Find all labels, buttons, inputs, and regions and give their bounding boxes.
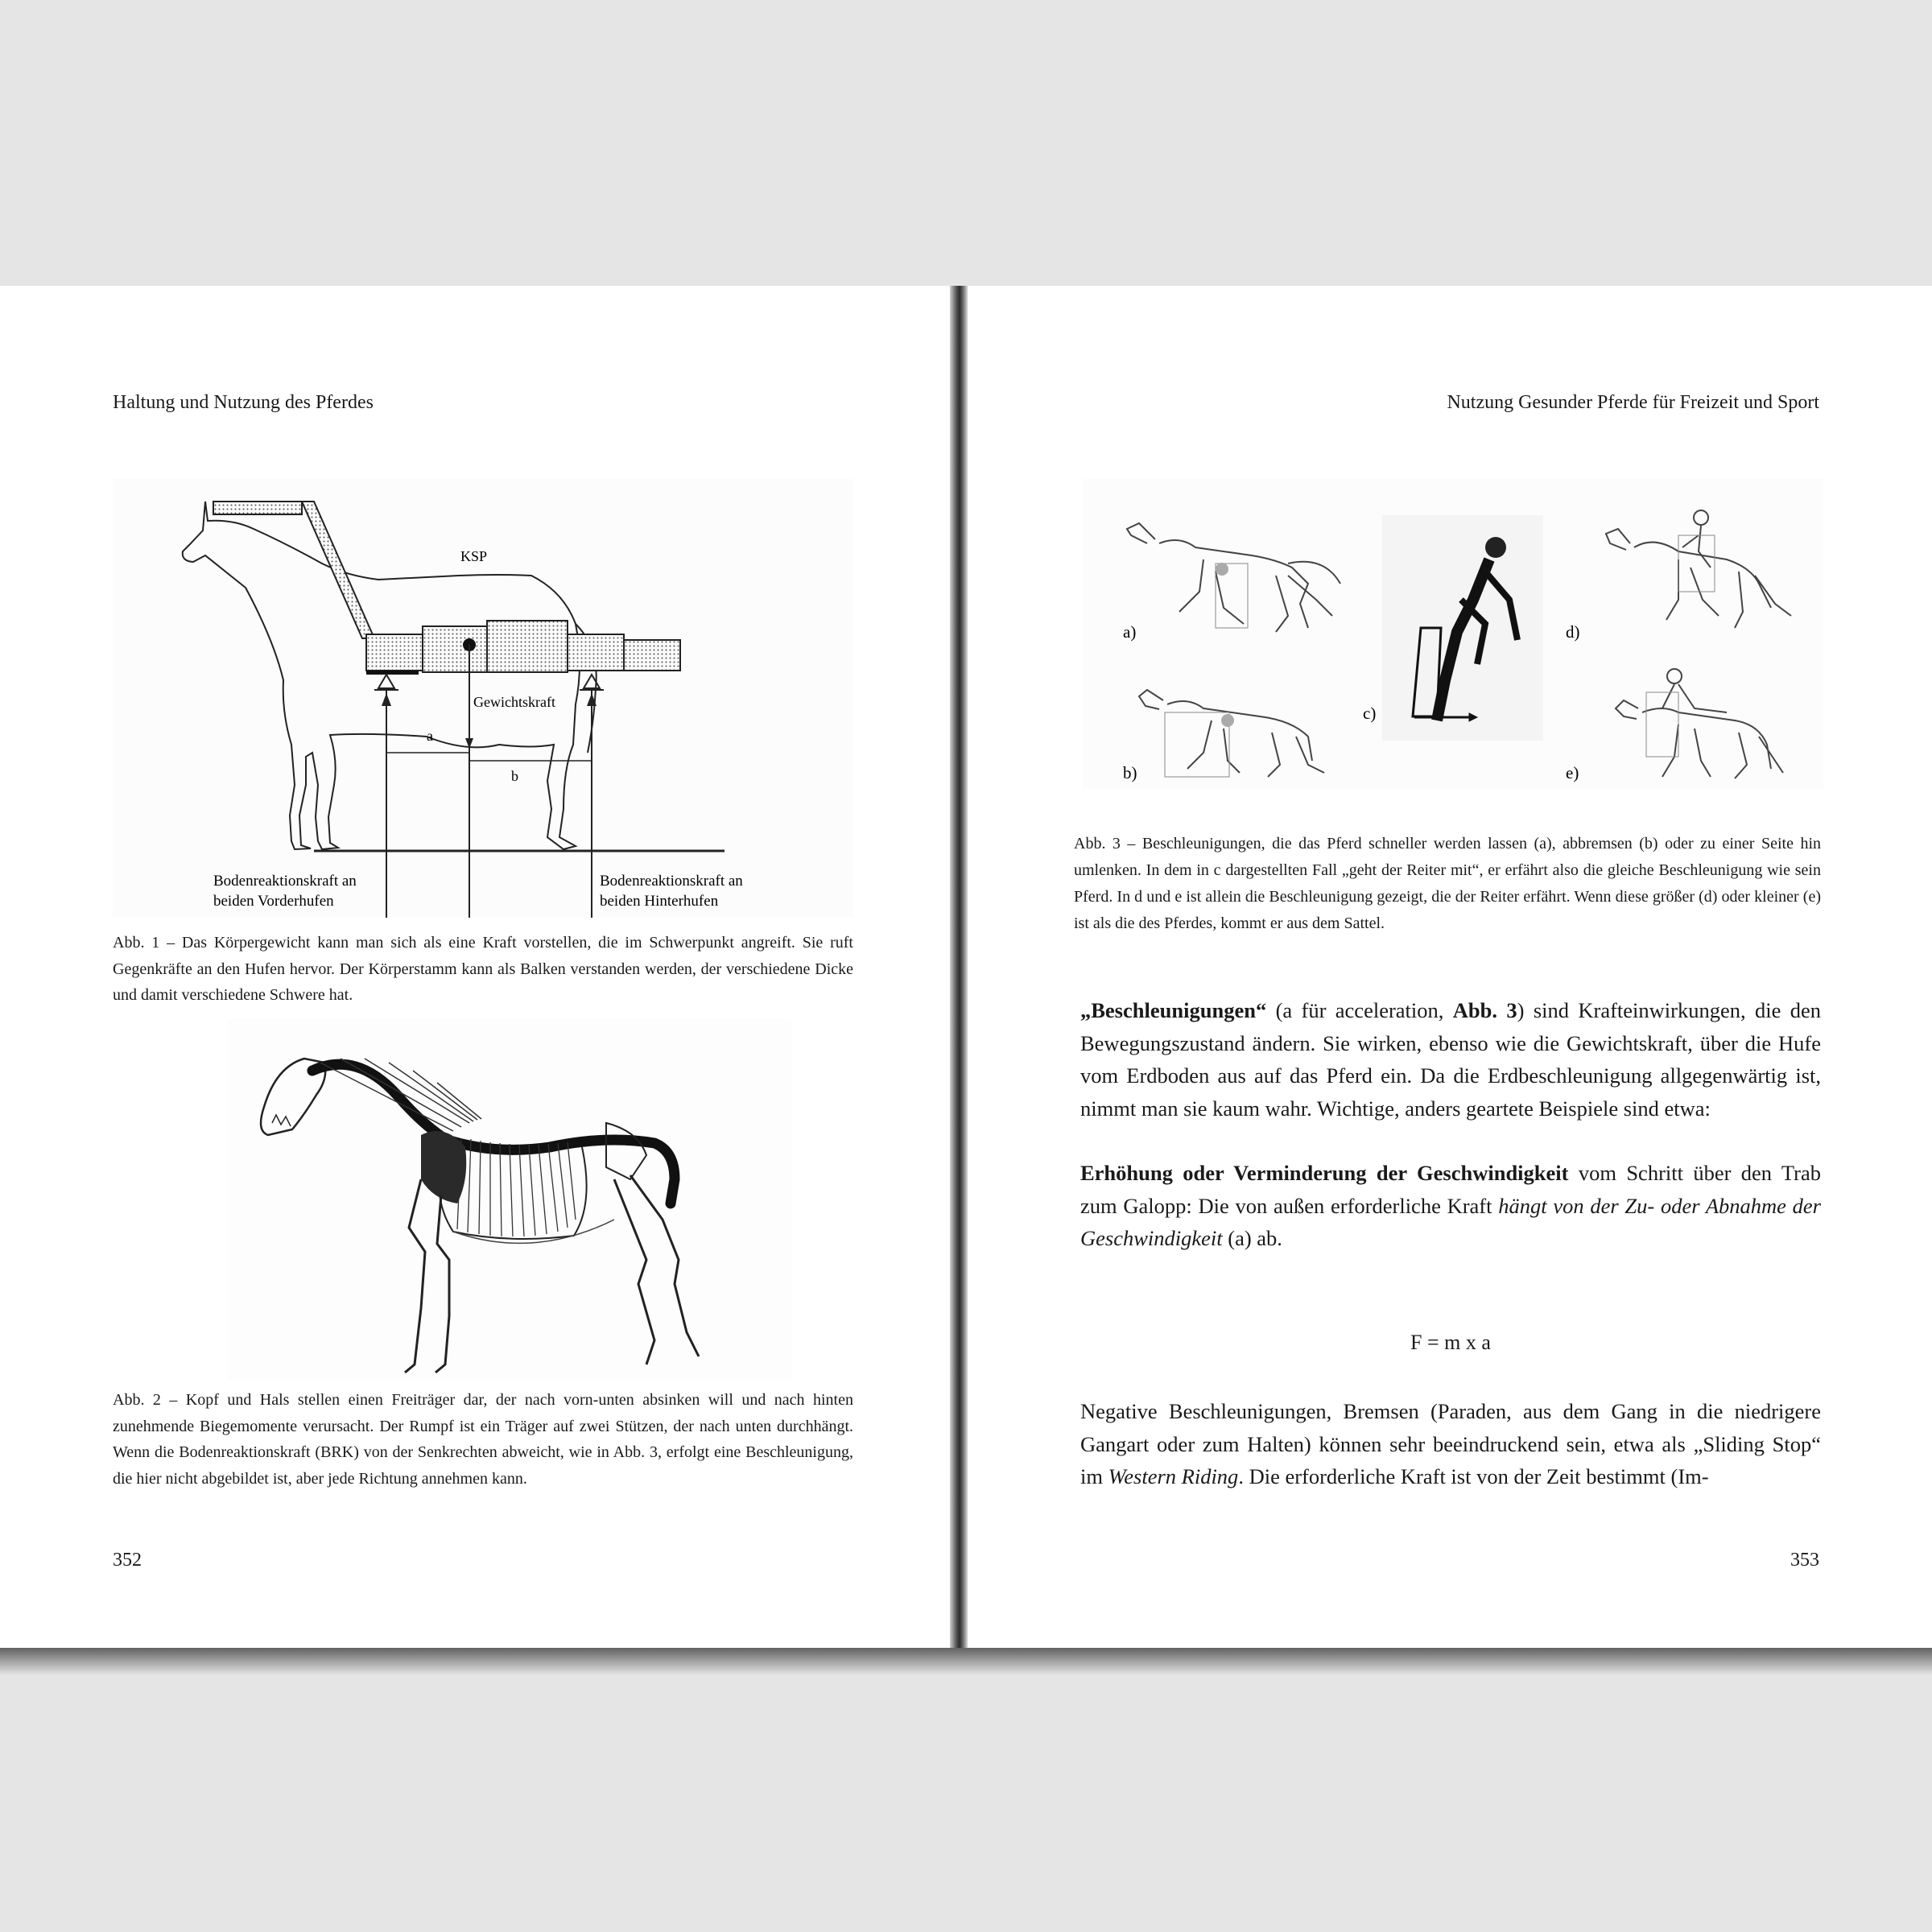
right-page xyxy=(968,286,1932,1648)
book-gutter xyxy=(950,286,968,1648)
left-page xyxy=(0,286,950,1648)
left-running-head: Haltung und Nutzung des Pferdes xyxy=(113,392,374,413)
front-force-label-1: Bodenreaktionskraft an xyxy=(213,873,357,890)
hind-force-label-1: Bodenreaktionskraft an xyxy=(600,873,743,890)
para1-text-a: (a für acceleration, xyxy=(1266,998,1453,1022)
figure-1-caption: Abb. 1 – Das Körpergewicht kann man sich als eine Kraft vorstellen, die im Schwerpunkt angreift. Sie ruft Gegenkräfte an den Hufen hervor. Der Körperstamm kann als Balken verstanden werden, der verschiedene Dicke und damit verschiedene Schwere hat. xyxy=(113,934,853,1004)
term-beschleunigungen: „Beschleunigungen“ xyxy=(1080,998,1267,1022)
para3-text-a: Negative Beschleunigungen, Bremsen (Paraden, aus dem Gang in die niedrigere Gangart oder zum Halten) können sehr beeindruckend sein, etwa als „Sliding Stop“ im xyxy=(1080,1399,1821,1488)
figure-2-caption: Abb. 2 – Kopf und Hals stellen einen Freiträger dar, der nach vorn-unten absinken will und nach hinten zunehmende Biegemomente verursacht. Der Rumpf ist ein Träger auf zwei Stützen, der nach unten durchhängt. Wenn die Bodenreaktionskraft (BRK) von der Senkrechten abweicht, wie in Abb. 3, erfolgt eine Beschleunigung, die hier nicht abgebildet ist, aber jede Richtung annehmen kann. xyxy=(113,1391,853,1488)
gewichtskraft-label: Gewichtskraft xyxy=(473,694,555,710)
body-text-continued xyxy=(1080,1395,1821,1493)
paragraph-geschwindigkeit xyxy=(1080,1157,1821,1255)
term-western-riding: Western Riding xyxy=(1108,1464,1239,1488)
right-running-head: Nutzung Gesunder Pferde für Freizeit und Sport xyxy=(1447,392,1819,413)
dimension-b-label: b xyxy=(511,768,518,784)
panel-label-c: c) xyxy=(1363,704,1377,723)
figure-2-skeleton xyxy=(228,1018,791,1381)
hind-force-label-2: beiden Hinterhufen xyxy=(600,893,719,910)
term-geschwindigkeit: Erhöhung oder Verminderung der Geschwindigkeit xyxy=(1080,1161,1569,1185)
para1-text-b: ) sind Krafteinwirkungen, die den Bewegungszustand ändern. Sie wirken, ebenso wie die Gewichtskraft, über die Hufe vom Erdboden aus auf das Pferd ein. Da die Erdbeschleunigung allgegenwärtig ist, nimmt man sie kaum wahr. Wichtige, anders geartete Beispiele sind etwa: xyxy=(1080,998,1821,1121)
front-force-label-2: beiden Vorderhufen xyxy=(213,893,334,910)
left-folio: 352 xyxy=(113,1550,142,1571)
body-text xyxy=(1080,994,1821,1255)
para2-text-a: vom Schritt über den Trab zum Galopp: Die von außen erforderliche Kraft xyxy=(1080,1161,1821,1218)
panel-label-e: e) xyxy=(1566,763,1579,782)
panel-label-b: b) xyxy=(1123,763,1137,782)
ksp-label: KSP xyxy=(460,548,488,564)
para3-text-b: . Die erforderliche Kraft ist von der Zeit bestimmt (Im- xyxy=(1238,1464,1709,1488)
figure-1-force-diagram xyxy=(113,479,853,918)
ref-abb-3: Abb. 3 xyxy=(1452,998,1517,1022)
para2-italic: hängt von der Zu- oder Abnahme der Geschwindigkeit xyxy=(1080,1193,1821,1250)
formula: F = m x a xyxy=(1410,1331,1491,1354)
para2-text-b: (a) ab. xyxy=(1222,1226,1282,1250)
figure-3-accelerations xyxy=(1083,479,1823,789)
panel-label-d: d) xyxy=(1566,622,1580,642)
panel-label-a: a) xyxy=(1123,622,1137,642)
right-folio: 353 xyxy=(1790,1550,1819,1571)
figure-3-caption: Abb. 3 – Beschleunigungen, die das Pferd schneller werden lassen (a), abbremsen (b) oder zu einer Seite hin umlenken. In dem in c dargestellten Fall „geht der Reiter mit“, er erfährt also die gleiche Beschleunigung wie sein Pferd. In d und e ist allein die Beschleunigung gezeigt, die der Reiter erfährt. Wenn diese größer (d) oder kleiner (e) ist als die des Pferdes, kommt er aus dem Sattel. xyxy=(1074,835,1821,932)
paragraph-beschleunigungen xyxy=(1080,994,1821,1125)
book-shadow xyxy=(0,1646,1932,1675)
paragraph-negative-beschleunigungen xyxy=(1080,1395,1821,1493)
dimension-a-label: a xyxy=(427,728,433,744)
